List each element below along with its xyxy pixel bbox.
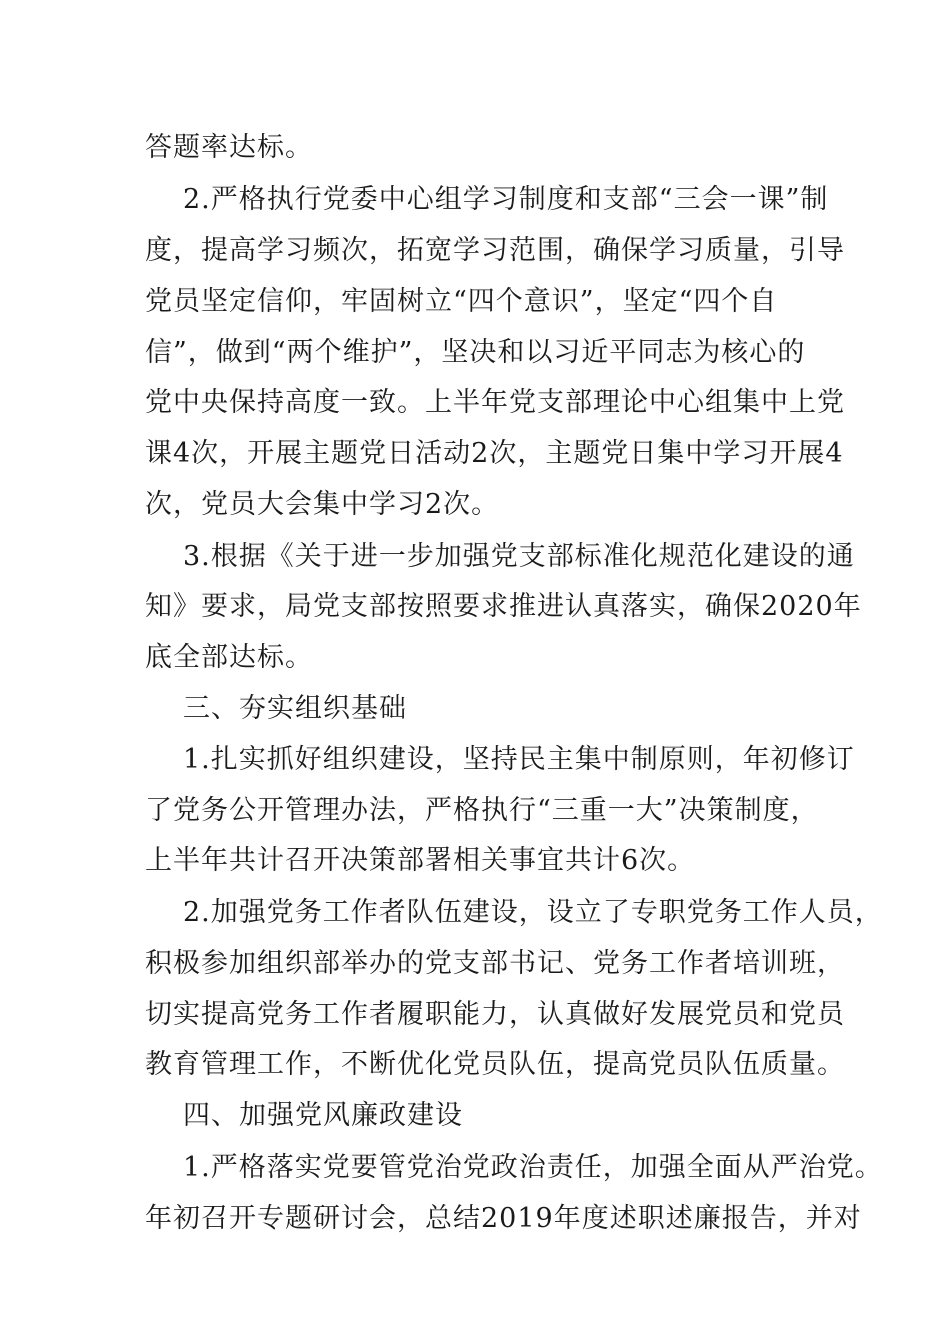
text-line: 度，提高学习频次，拓宽学习范围，确保学习质量，引导 <box>145 235 845 266</box>
paragraph-2-3: 3.根据《关于进一步加强党支部标准化规范化建设的通 <box>183 541 855 572</box>
text-line: 课4次，开展主题党日活动2次，主题党日集中学习开展4 <box>145 438 844 469</box>
text-line: 了党务公开管理办法，严格执行“三重一大”决策制度， <box>145 795 819 826</box>
text-line: 知》要求，局党支部按照要求推进认真落实，确保2020年 <box>145 591 862 622</box>
text-line: 切实提高党务工作者履职能力，认真做好发展党员和党员 <box>145 999 845 1030</box>
text-line: 底全部达标。 <box>145 642 313 673</box>
text-line: 信”，做到“两个维护”，坚决和以习近平同志为核心的 <box>145 337 806 368</box>
paragraph-4-1: 1.严格落实党要管党治党政治责任，加强全面从严治党。 <box>183 1152 883 1183</box>
text-line: 积极参加组织部举办的党支部书记、党务工作者培训班， <box>145 948 845 979</box>
text-line: 教育管理工作，不断优化党员队伍，提高党员队伍质量。 <box>145 1049 845 1080</box>
text-line: 年初召开专题研讨会，总结2019年度述职述廉报告，并对 <box>145 1203 862 1234</box>
section-heading-3: 三、夯实组织基础 <box>183 693 407 724</box>
text-line: 上半年共计召开决策部署相关事宜共计6次。 <box>145 845 696 876</box>
paragraph-3-2: 2.加强党务工作者队伍建设，设立了专职党务工作人员， <box>183 897 883 928</box>
section-heading-4: 四、加强党风廉政建设 <box>183 1100 463 1131</box>
text-line: 次，党员大会集中学习2次。 <box>145 489 500 520</box>
text-line: 答题率达标。 <box>145 132 313 163</box>
paragraph-2-1: 2.严格执行党委中心组学习制度和支部“三会一课”制 <box>183 184 829 215</box>
paragraph-3-1: 1.扎实抓好组织建设，坚持民主集中制原则，年初修订 <box>183 744 855 775</box>
text-line: 党员坚定信仰，牢固树立“四个意识”，坚定“四个自 <box>145 286 778 317</box>
text-line: 党中央保持高度一致。上半年党支部理论中心组集中上党 <box>145 387 845 418</box>
